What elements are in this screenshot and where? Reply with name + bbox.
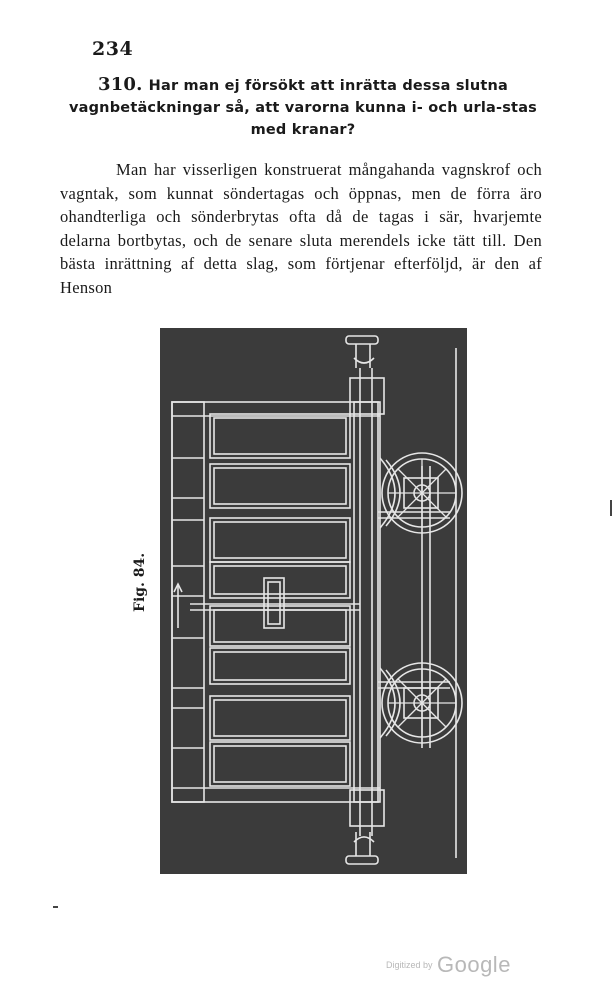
google-logo: Google <box>436 952 511 977</box>
page-number: 234 <box>92 38 134 60</box>
section-number: 310. <box>97 74 143 95</box>
scan-edge-mark <box>610 500 612 516</box>
body-paragraph: Man har visserligen konstruerat mångahanda vagnskrof och vagntak, som kunnat söndertagas och öppnas, men de förra äro ohandterliga och sönderbrytas ofta då de tagas i sär, hvarjemte delarna bortbytas, och de senare sluta merendels icke tätt till. Den bästa inrättning af detta slag, som förtjenar efterföljd, är den af Henson <box>60 160 542 297</box>
figure-wagon-engraving <box>160 328 467 874</box>
watermark-prefix: Digitized by <box>386 960 433 970</box>
section-heading <box>62 74 544 141</box>
section-title: Har man ej försökt att inrätta dessa slutna vagnbetäckningar så, att varorna kunna i- och urla-stas med kranar? <box>68 78 538 138</box>
google-watermark <box>386 952 511 978</box>
scan-speck <box>53 906 58 908</box>
wagon-drawing <box>160 328 467 874</box>
figure-label: Fig. 84. <box>132 552 148 612</box>
